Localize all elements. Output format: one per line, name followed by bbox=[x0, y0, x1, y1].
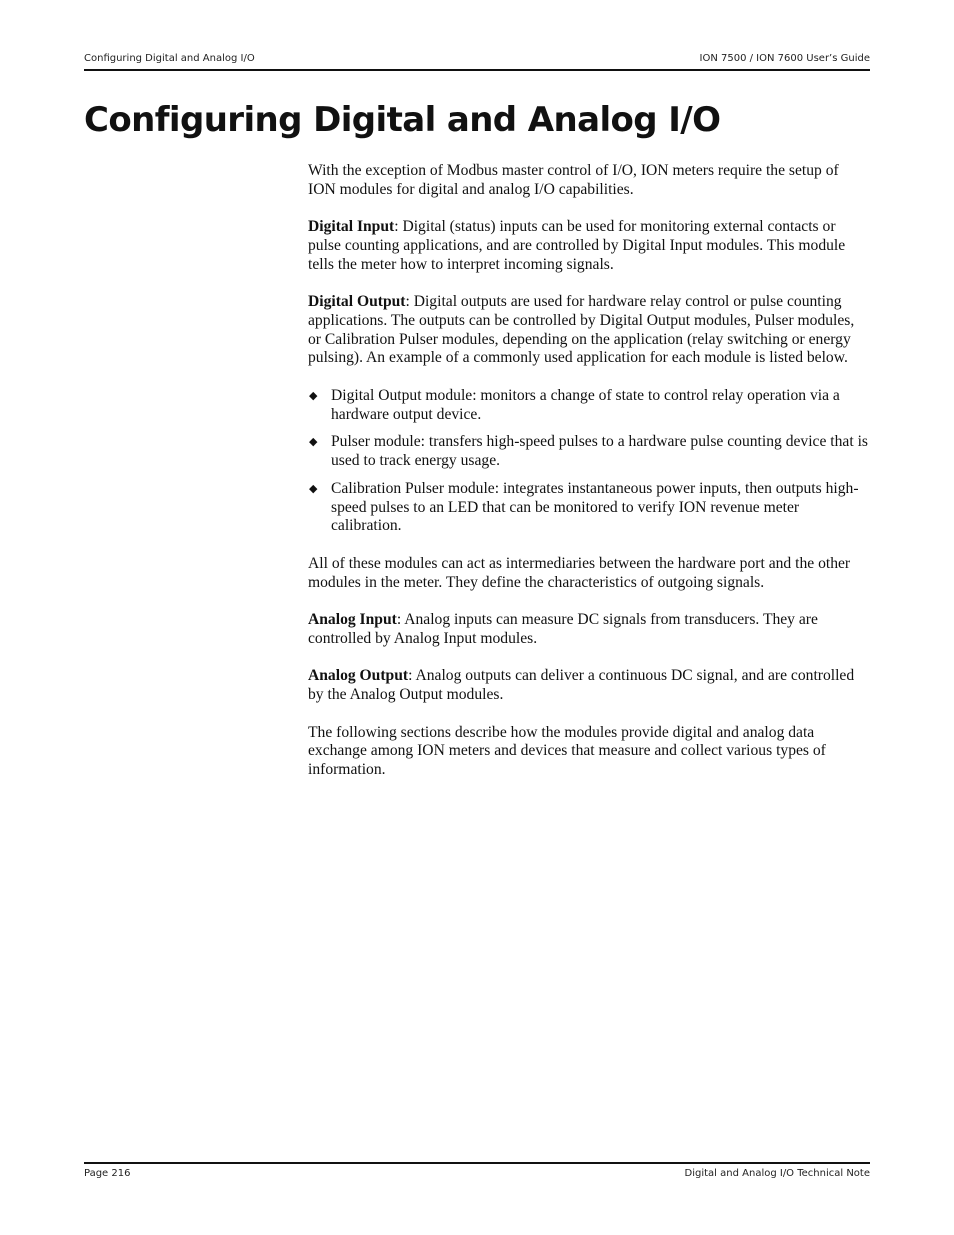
bullet-text: Digital Output module: monitors a change of state to control relay operation via a hardware output device. bbox=[331, 387, 840, 423]
diamond-bullet-icon: ◆ bbox=[309, 481, 318, 495]
analog-input-paragraph bbox=[308, 611, 870, 648]
bullet-text: Pulser module: transfers high-speed pulses to a hardware pulse counting device that is used to track energy usage. bbox=[331, 433, 868, 470]
intermediaries-paragraph: All of these modules can act as intermediaries between the hardware port and the other modules in the meter. They define the characteristics of outgoing signals. bbox=[308, 554, 851, 591]
page-number: Page 216 bbox=[84, 1168, 131, 1179]
footer-rule bbox=[84, 1162, 870, 1164]
analog-input-text: : Analog inputs can measure DC signals from transducers. They are controlled by Analog Input modules. bbox=[308, 611, 818, 647]
diamond-bullet-icon: ◆ bbox=[309, 389, 318, 402]
digital-output-text: : Digital outputs are used for hardware relay control or pulse counting applications. The outputs can be controlled by Digital Output modules, Pulser modules, or Calibration Pulser modules, depending on the application (relay switching or energy pulsing). An example of a commonly used application for each module is listed below. bbox=[308, 293, 855, 367]
analog-input-term: Analog Input bbox=[308, 611, 397, 629]
bullet-text: Calibration Pulser module: integrates instantaneous power inputs, then outputs high-speed pulses to an LED that can be monitored to verify ION revenue meter calibration. bbox=[331, 479, 859, 535]
running-header-guide: ION 7500 / ION 7600 User’s Guide bbox=[699, 53, 870, 64]
list-item bbox=[308, 433, 870, 470]
intro-paragraph: With the exception of Modbus master control of I/O, ION meters require the setup of ION modules for digital and analog I/O capabilities. bbox=[308, 162, 839, 198]
module-bullet-list bbox=[308, 387, 870, 536]
analog-output-text: : Analog outputs can deliver a continuous DC signal, and are controlled by the Analog Output modules. bbox=[308, 667, 855, 704]
digital-output-paragraph bbox=[308, 293, 870, 368]
diamond-bullet-icon: ◆ bbox=[309, 435, 318, 449]
analog-output-term: Analog Output bbox=[308, 667, 409, 685]
closing-paragraph: The following sections describe how the modules provide digital and analog data exchange among ION meters and devices that measure and collect various types of information. bbox=[308, 723, 826, 779]
digital-input-paragraph bbox=[308, 218, 870, 274]
digital-input-text: : Digital (status) inputs can be used for monitoring external contacts or pulse counting applications, and are controlled by Digital Input modules. This module tells the meter how to interpret incoming signals. bbox=[308, 218, 846, 273]
header-rule bbox=[84, 69, 870, 71]
list-item bbox=[308, 480, 870, 536]
list-item bbox=[308, 387, 870, 424]
digital-output-term: Digital Output bbox=[308, 293, 406, 311]
page-title: Configuring Digital and Analog I/O bbox=[84, 100, 721, 140]
running-footer-title: Digital and Analog I/O Technical Note bbox=[684, 1168, 870, 1179]
body-text bbox=[308, 162, 870, 799]
running-header-section: Configuring Digital and Analog I/O bbox=[84, 53, 255, 64]
analog-output-paragraph bbox=[308, 667, 870, 704]
digital-input-term: Digital Input bbox=[308, 218, 395, 236]
